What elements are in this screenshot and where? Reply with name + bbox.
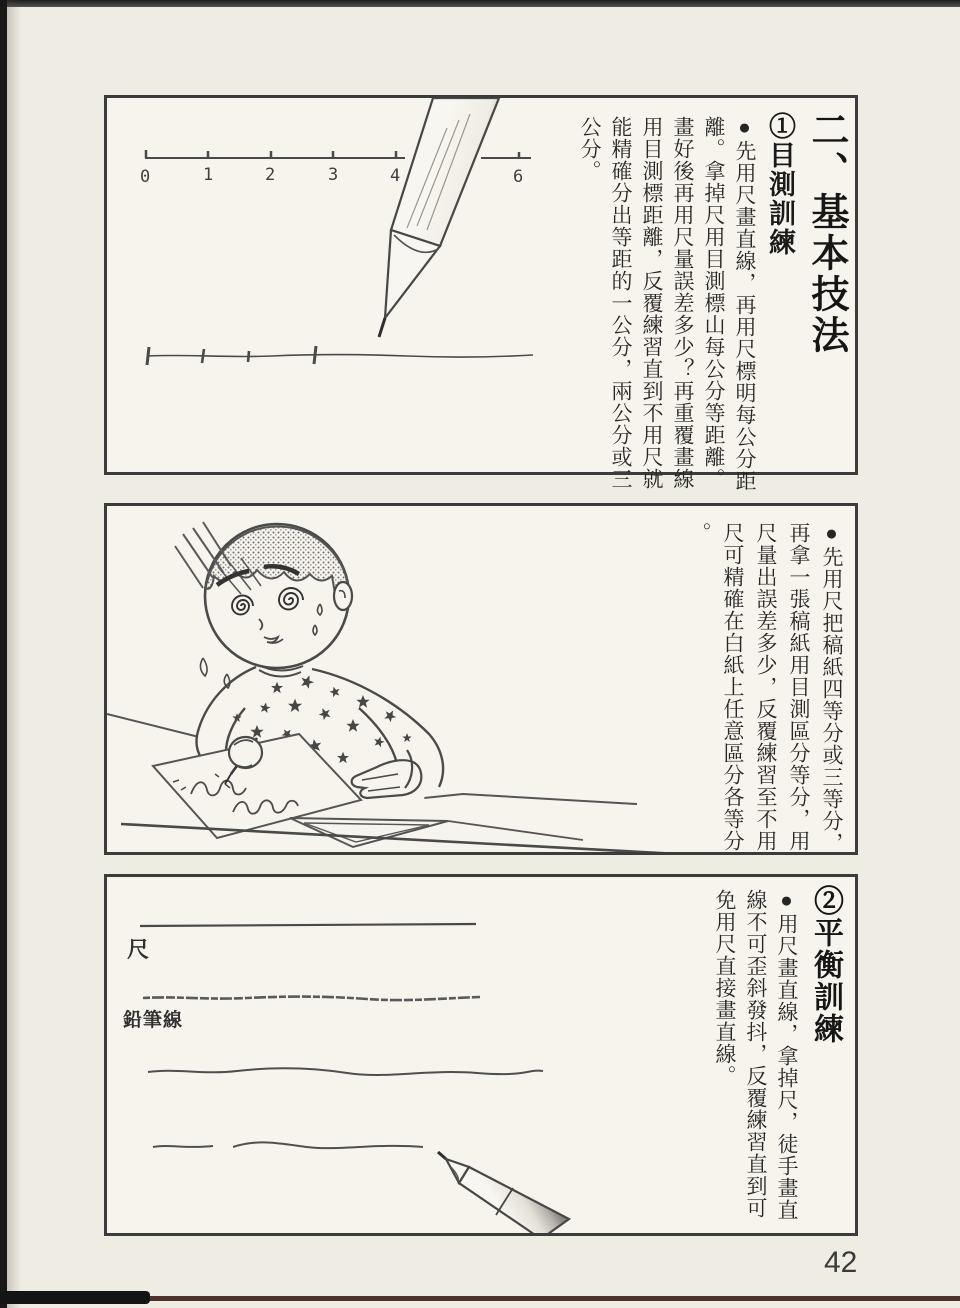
vertical-text-column: 免用尺直接畫直線。 [713, 889, 736, 1087]
vertical-text-column: ●用尺畫直線，拿掉尺，徒手畫直 [775, 889, 798, 1221]
panel2-vertical-text [683, 522, 848, 854]
book-binding-edge [0, 0, 7, 1308]
vertical-text-column: 線不可歪斜發抖，反覆練習直到可 [744, 889, 767, 1219]
vertical-text-column: 公分。 [578, 116, 601, 182]
tick-label-4: 4 [390, 166, 401, 186]
boy-head [175, 522, 352, 688]
vertical-text-column: 離。拿掉尺用目測標山每公分等距離。 [702, 116, 725, 490]
vertical-text-column: ●先用尺畫直線，再用尺標明每公分距 [733, 116, 756, 492]
tick-label-1: 1 [203, 165, 214, 185]
wavy-line [148, 1068, 543, 1075]
pencil-line-label: 鉛筆線 [123, 1010, 184, 1031]
panel3-vertical-text [709, 885, 848, 1229]
tick-label-3: 3 [328, 165, 339, 185]
panel-boy-drawing [104, 503, 858, 855]
ear [334, 582, 352, 610]
vertical-text-column: 尺量出誤差多少，反覆練習至不用 [754, 522, 777, 852]
vertical-text-column: 。 [688, 522, 711, 544]
triangle-ruler [290, 818, 583, 847]
binding-shadow [7, 0, 21, 1308]
pencil-illustration [438, 1152, 569, 1233]
panel-balance-training [104, 874, 858, 1236]
tick-label-2: 2 [265, 165, 276, 185]
vertical-text-column: 再拿一張稿紙用目測區分等分，用 [787, 522, 810, 852]
ruler-drawn-line [140, 924, 476, 926]
page-number: 42 [824, 1246, 858, 1279]
panel1-vertical-text [574, 110, 852, 492]
broken-wavy-line [153, 1142, 423, 1148]
vertical-text-column: 尺可精確在白紙上任意區分各等分 [721, 522, 744, 852]
scan-edge-bottom-corner [0, 1291, 150, 1304]
vertical-text-column: ●先用尺把稿紙四等分或三等分， [820, 522, 843, 854]
vertical-text-column: 用目測標距離，反覆練習直到不用尺就 [640, 116, 663, 490]
scan-edge-bottom [28, 1296, 960, 1301]
tick-label-6: 6 [513, 167, 524, 187]
section-2-title: ②平衡訓練 [809, 885, 842, 1045]
panel-eye-measurement-training [104, 95, 858, 492]
tick-label-0: 0 [140, 167, 151, 187]
freehand-line [147, 346, 533, 365]
ruler-label: 尺 [127, 937, 150, 962]
rough-pencil-line [143, 997, 480, 1000]
chapter-title: 二、基本技法 [805, 110, 847, 356]
vertical-text-column: 畫好後再用尺量誤差多少？再重覆畫線 [671, 116, 694, 490]
vertical-text-column: 能精確分出等距的一公分，兩公分或三 [609, 116, 632, 490]
scan-edge-top [0, 0, 960, 7]
section-1-title: ①目測訓練 [765, 112, 795, 257]
pencil-illustration [379, 98, 499, 337]
